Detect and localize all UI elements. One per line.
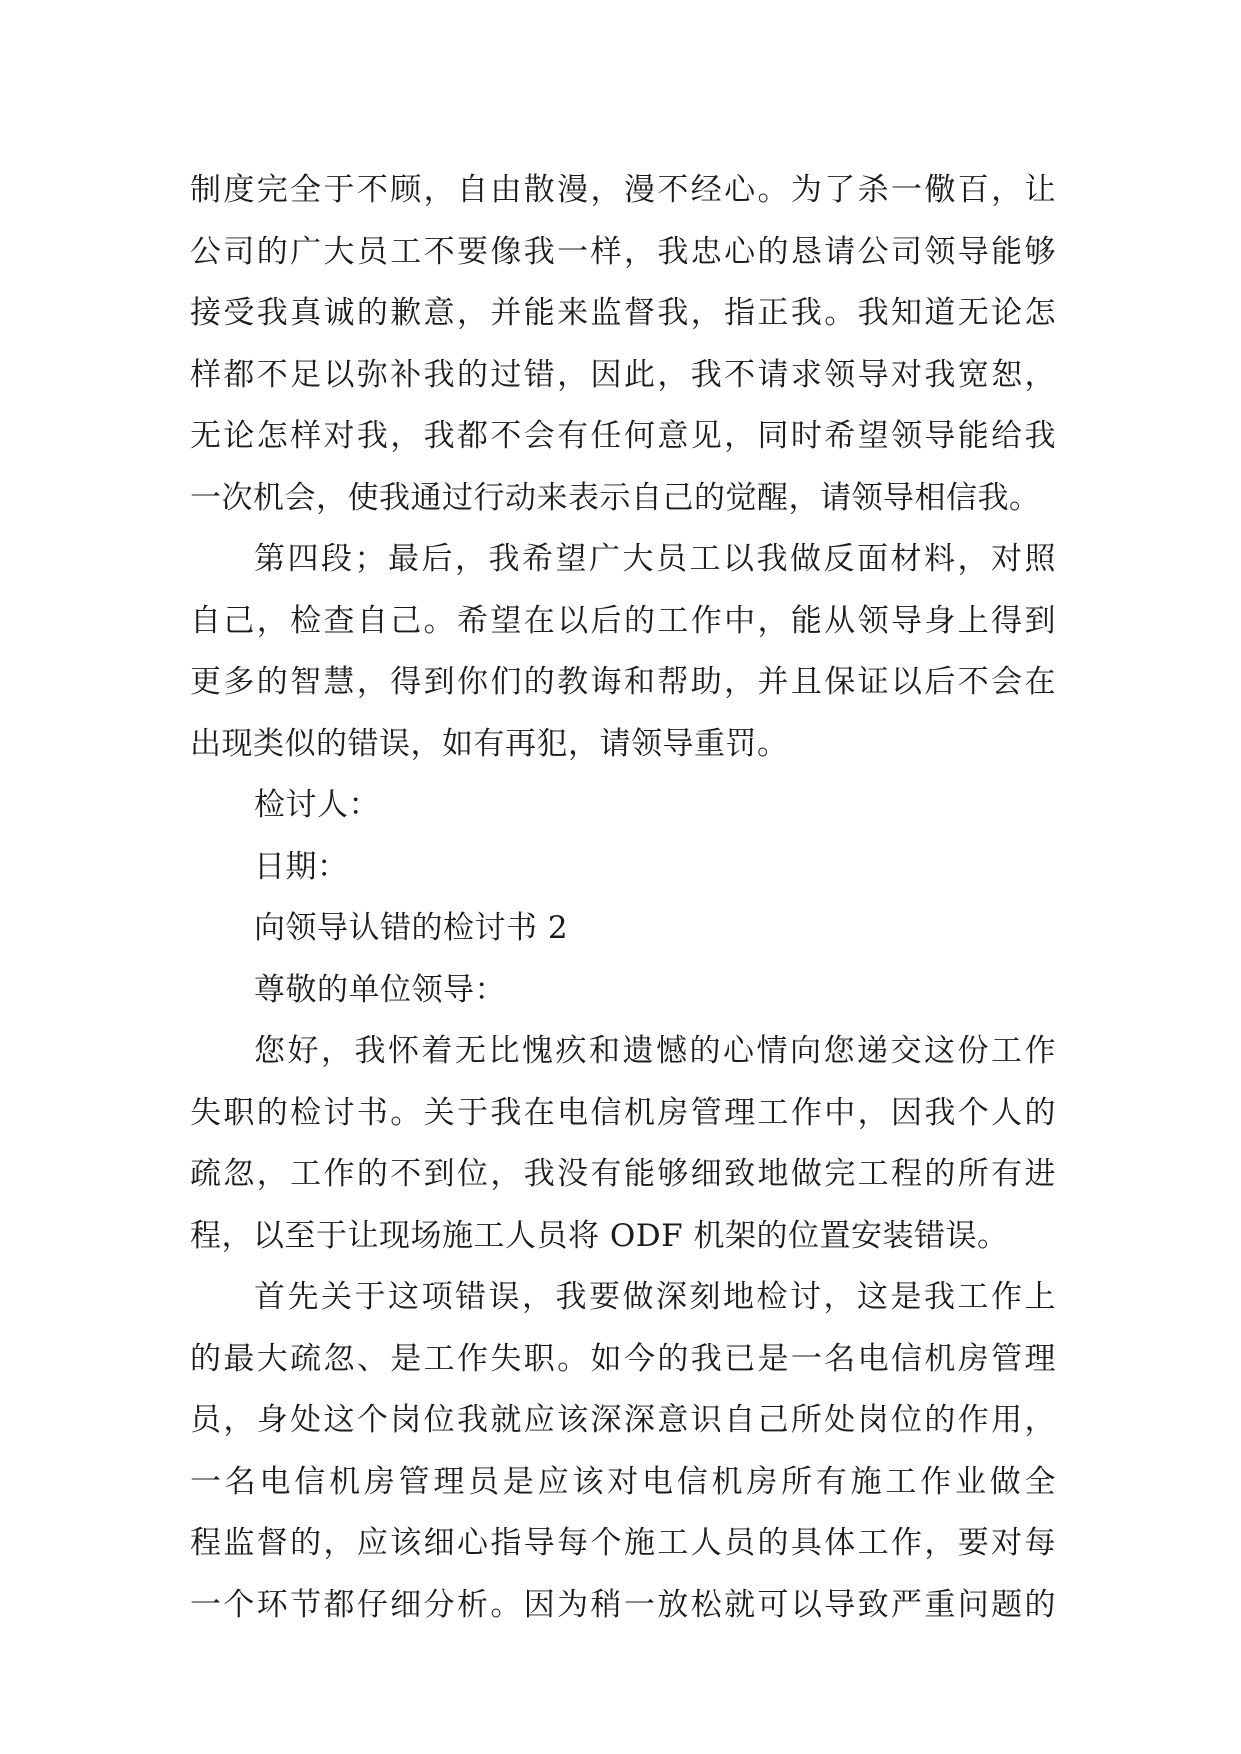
text-line: 一个环节都仔细分析。因为稍一放松就可以导致严重问题的 — [190, 1586, 1056, 1623]
text-line: 更多的智慧，得到你们的教诲和帮助，并且保证以后不会在 — [190, 664, 1056, 700]
text-line: 日期： — [254, 848, 349, 885]
text-line: 一名电信机房管理员是应该对电信机房所有施工作业做全 — [190, 1463, 1056, 1500]
text-line: 失职的检讨书。关于我在电信机房管理工作中，因我个人的 — [190, 1094, 1056, 1131]
text-line: 您好，我怀着无比愧疚和遗憾的心情向您递交这份工作 — [254, 1033, 1056, 1069]
text-line: 疏忽，工作的不到位，我没有能够细致地做完工程的所有进 — [190, 1156, 1056, 1192]
text-line: 检讨人： — [254, 787, 380, 823]
text-line: 出现类似的错误，如有再犯，请领导重罚。 — [190, 725, 789, 762]
text-line: 一次机会，使我通过行动来表示自己的觉醒，请领导相信我。 — [190, 479, 1041, 516]
text-line: 样都不足以弥补我的过错，因此，我不请求领导对我宽恕， — [190, 356, 1056, 393]
document-body — [190, 160, 1056, 1636]
text-line: 程，以至于让现场施工人员将 ODF 机架的位置安装错误。 — [190, 1217, 1009, 1254]
text-line: 首先关于这项错误，我要做深刻地检讨，这是我工作上 — [254, 1279, 1056, 1315]
text-line: 程监督的，应该细心指导每个施工人员的具体工作，要对每 — [190, 1525, 1056, 1561]
text-line: 制度完全于不顾，自由散漫，漫不经心。为了杀一儆百，让 — [190, 172, 1056, 208]
text-line: 接受我真诚的歉意，并能来监督我，指正我。我知道无论怎 — [190, 295, 1056, 331]
text-line: 向领导认错的检讨书 2 — [254, 910, 569, 946]
text-line: 第四段；最后，我希望广大员工以我做反面材料，对照 — [254, 541, 1056, 577]
text-line: 员，身处这个岗位我就应该深深意识自己所处岗位的作用， — [190, 1402, 1056, 1438]
text-line: 公司的广大员工不要像我一样，我忠心的恳请公司领导能够 — [190, 233, 1056, 270]
text-line: 自己，检查自己。希望在以后的工作中，能从领导身上得到 — [190, 602, 1056, 639]
text-line: 的最大疏忽、是工作失职。如今的我已是一名电信机房管理 — [190, 1340, 1056, 1377]
text-line: 尊敬的单位领导： — [254, 971, 506, 1008]
text-line: 无论怎样对我，我都不会有任何意见，同时希望领导能给我 — [190, 418, 1056, 454]
